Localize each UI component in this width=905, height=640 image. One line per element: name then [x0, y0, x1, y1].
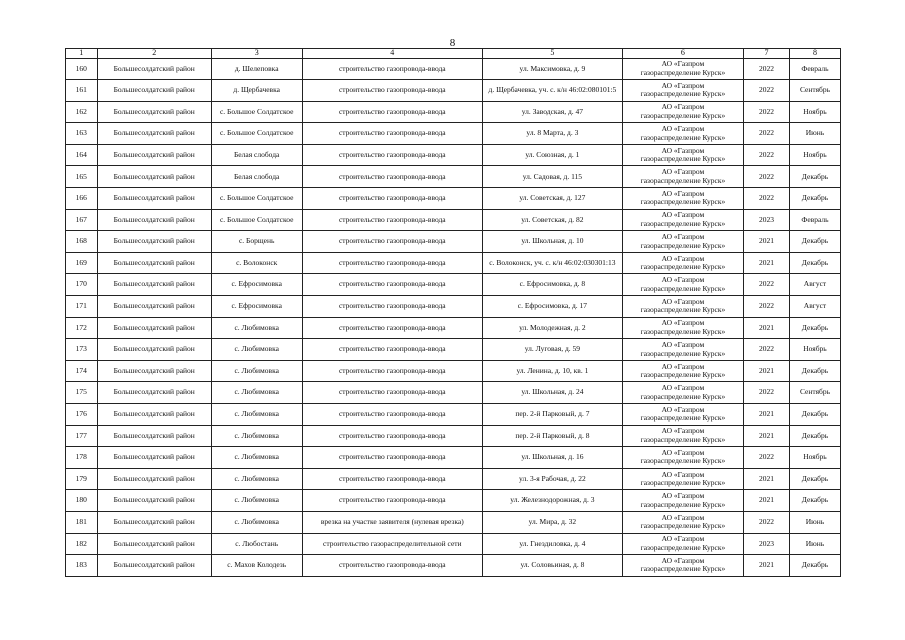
row-number: 174 — [66, 360, 98, 382]
organization-cell — [622, 80, 743, 102]
work-type-cell: врезка на участке заявителя (нулевая врезка) — [302, 511, 482, 533]
organization-line-2: газораспределение Курск» — [640, 175, 726, 185]
organization-line-2: газораспределение Курск» — [640, 197, 726, 207]
row-number: 161 — [66, 80, 98, 102]
organization-line-1: АО «Газпром — [661, 296, 705, 306]
work-type-cell: строительство газопровода-ввода — [302, 123, 482, 145]
district-cell: Большесолдатский район — [97, 58, 211, 80]
organization-line-1: АО «Газпром — [661, 383, 705, 393]
organization-line-2: газораспределение Курск» — [640, 89, 726, 99]
month-cell: Ноябрь — [789, 101, 840, 123]
organization-cell — [622, 533, 743, 555]
month-cell: Июнь — [789, 123, 840, 145]
work-type-cell: строительство газопровода-ввода — [302, 144, 482, 166]
organization-line-2: газораспределение Курск» — [640, 132, 726, 142]
district-cell: Большесолдатский район — [97, 144, 211, 166]
table-row — [66, 166, 841, 188]
year-cell: 2021 — [744, 404, 790, 426]
row-number: 177 — [66, 425, 98, 447]
header-col-8: 8 — [789, 49, 840, 59]
row-number: 168 — [66, 231, 98, 253]
row-number: 179 — [66, 468, 98, 490]
organization-line-2: газораспределение Курск» — [640, 326, 726, 336]
header-col-1: 1 — [66, 49, 98, 59]
address-cell: пер. 2-й Парковый, д. 7 — [483, 404, 623, 426]
table-row — [66, 360, 841, 382]
organization-line-1: АО «Газпром — [661, 167, 705, 177]
district-cell: Большесолдатский район — [97, 490, 211, 512]
district-cell: Большесолдатский район — [97, 533, 211, 555]
table-row — [66, 101, 841, 123]
month-cell: Февраль — [789, 209, 840, 231]
gasification-table — [65, 48, 841, 577]
address-cell: ул. 3-я Рабочая, д. 22 — [483, 468, 623, 490]
table-row — [66, 555, 841, 577]
month-cell: Декабрь — [789, 317, 840, 339]
year-cell: 2022 — [744, 382, 790, 404]
row-number: 167 — [66, 209, 98, 231]
work-type-cell: строительство газопровода-ввода — [302, 317, 482, 339]
year-cell: 2022 — [744, 296, 790, 318]
organization-line-1: АО «Газпром — [661, 404, 705, 414]
organization-line-2: газораспределение Курск» — [640, 218, 726, 228]
year-cell: 2022 — [744, 447, 790, 469]
organization-line-2: газораспределение Курск» — [640, 413, 726, 423]
row-number: 182 — [66, 533, 98, 555]
organization-line-1: АО «Газпром — [661, 512, 705, 522]
row-number: 170 — [66, 274, 98, 296]
organization-cell — [622, 166, 743, 188]
table-row — [66, 317, 841, 339]
year-cell: 2021 — [744, 252, 790, 274]
work-type-cell: строительство газопровода-ввода — [302, 188, 482, 210]
address-cell: ул. Советская, д. 127 — [483, 188, 623, 210]
year-cell: 2022 — [744, 123, 790, 145]
work-type-cell: строительство газопровода-ввода — [302, 555, 482, 577]
district-cell: Большесолдатский район — [97, 296, 211, 318]
organization-line-2: газораспределение Курск» — [640, 370, 726, 380]
table-row — [66, 296, 841, 318]
district-cell: Большесолдатский район — [97, 123, 211, 145]
district-cell: Большесолдатский район — [97, 468, 211, 490]
table-row — [66, 144, 841, 166]
organization-cell — [622, 447, 743, 469]
year-cell: 2021 — [744, 555, 790, 577]
row-number: 164 — [66, 144, 98, 166]
organization-line-2: газораспределение Курск» — [640, 391, 726, 401]
address-cell: пер. 2-й Парковый, д. 8 — [483, 425, 623, 447]
month-cell: Ноябрь — [789, 339, 840, 361]
address-cell: ул. Школьная, д. 24 — [483, 382, 623, 404]
organization-line-1: АО «Газпром — [661, 275, 705, 285]
work-type-cell: строительство газопровода-ввода — [302, 58, 482, 80]
table-row — [66, 231, 841, 253]
year-cell: 2021 — [744, 317, 790, 339]
work-type-cell: строительство газораспределительной сети — [302, 533, 482, 555]
month-cell: Август — [789, 274, 840, 296]
organization-cell — [622, 252, 743, 274]
work-type-cell: строительство газопровода-ввода — [302, 425, 482, 447]
organization-cell — [622, 360, 743, 382]
month-cell: Декабрь — [789, 188, 840, 210]
header-row — [66, 49, 841, 59]
month-cell: Июнь — [789, 511, 840, 533]
district-cell: Большесолдатский район — [97, 317, 211, 339]
organization-line-1: АО «Газпром — [661, 210, 705, 220]
work-type-cell: строительство газопровода-ввода — [302, 404, 482, 426]
organization-line-1: АО «Газпром — [661, 80, 705, 90]
address-cell: ул. Молодежная, д. 2 — [483, 317, 623, 339]
address-cell: ул. Железнодорожная, д. 3 — [483, 490, 623, 512]
organization-line-2: газораспределение Курск» — [640, 110, 726, 120]
page-number: 8 — [449, 37, 456, 49]
work-type-cell: строительство газопровода-ввода — [302, 490, 482, 512]
table-row — [66, 425, 841, 447]
work-type-cell: строительство газопровода-ввода — [302, 360, 482, 382]
table-row — [66, 533, 841, 555]
settlement-cell: с. Борщень — [211, 231, 302, 253]
address-cell: с. Ефросимовка, д. 17 — [483, 296, 623, 318]
work-type-cell: строительство газопровода-ввода — [302, 252, 482, 274]
work-type-cell: строительство газопровода-ввода — [302, 468, 482, 490]
row-number: 165 — [66, 166, 98, 188]
month-cell: Декабрь — [789, 490, 840, 512]
settlement-cell: д. Шелеповка — [211, 58, 302, 80]
address-cell: д. Щербачевка, уч. с. к/н 46:02:080101:5 — [483, 80, 623, 102]
month-cell: Декабрь — [789, 231, 840, 253]
work-type-cell: строительство газопровода-ввода — [302, 80, 482, 102]
table-row — [66, 404, 841, 426]
address-cell: ул. Школьная, д. 16 — [483, 447, 623, 469]
row-number: 176 — [66, 404, 98, 426]
table-row — [66, 490, 841, 512]
settlement-cell: с. Любимовка — [211, 404, 302, 426]
district-cell: Большесолдатский район — [97, 425, 211, 447]
table-row — [66, 339, 841, 361]
organization-cell — [622, 339, 743, 361]
organization-cell — [622, 511, 743, 533]
settlement-cell: с. Махов Колодезь — [211, 555, 302, 577]
address-cell: ул. Заводская, д. 47 — [483, 101, 623, 123]
organization-line-1: АО «Газпром — [661, 188, 705, 198]
organization-cell — [622, 317, 743, 339]
table-row — [66, 511, 841, 533]
year-cell: 2021 — [744, 231, 790, 253]
district-cell: Большесолдатский район — [97, 360, 211, 382]
year-cell: 2022 — [744, 339, 790, 361]
address-cell: ул. Максимовка, д. 9 — [483, 58, 623, 80]
district-cell: Большесолдатский район — [97, 404, 211, 426]
table-row — [66, 468, 841, 490]
district-cell: Большесолдатский район — [97, 555, 211, 577]
district-cell: Большесолдатский район — [97, 166, 211, 188]
district-cell: Большесолдатский район — [97, 188, 211, 210]
organization-line-1: АО «Газпром — [661, 124, 705, 134]
organization-cell — [622, 209, 743, 231]
organization-line-1: АО «Газпром — [661, 253, 705, 263]
month-cell: Сентябрь — [789, 80, 840, 102]
table-row — [66, 382, 841, 404]
year-cell: 2022 — [744, 188, 790, 210]
header-col-3: 3 — [211, 49, 302, 59]
work-type-cell: строительство газопровода-ввода — [302, 296, 482, 318]
district-cell: Большесолдатский район — [97, 209, 211, 231]
organization-line-2: газораспределение Курск» — [640, 67, 726, 77]
row-number: 175 — [66, 382, 98, 404]
district-cell: Большесолдатский район — [97, 511, 211, 533]
row-number: 181 — [66, 511, 98, 533]
organization-cell — [622, 188, 743, 210]
header-col-6: 6 — [622, 49, 743, 59]
settlement-cell: с. Любимовка — [211, 511, 302, 533]
organization-line-2: газораспределение Курск» — [640, 542, 726, 552]
table-body — [66, 58, 841, 576]
row-number: 183 — [66, 555, 98, 577]
address-cell: ул. 8 Марта, д. 3 — [483, 123, 623, 145]
year-cell: 2021 — [744, 425, 790, 447]
row-number: 162 — [66, 101, 98, 123]
organization-line-1: АО «Газпром — [661, 555, 705, 565]
address-cell: с. Волоконск, уч. с. к/н 46:02:030301:13 — [483, 252, 623, 274]
row-number: 178 — [66, 447, 98, 469]
address-cell: ул. Гнездиловка, д. 4 — [483, 533, 623, 555]
settlement-cell: с. Любимовка — [211, 468, 302, 490]
work-type-cell: строительство газопровода-ввода — [302, 209, 482, 231]
organization-line-1: АО «Газпром — [661, 426, 705, 436]
settlement-cell: с. Большое Солдатское — [211, 101, 302, 123]
year-cell: 2022 — [744, 144, 790, 166]
organization-line-1: АО «Газпром — [661, 102, 705, 112]
table-row — [66, 80, 841, 102]
settlement-cell: с. Большое Солдатское — [211, 123, 302, 145]
organization-cell — [622, 231, 743, 253]
settlement-cell: с. Любимовка — [211, 339, 302, 361]
settlement-cell: с. Волоконск — [211, 252, 302, 274]
row-number: 163 — [66, 123, 98, 145]
organization-line-2: газораспределение Курск» — [640, 305, 726, 315]
row-number: 171 — [66, 296, 98, 318]
organization-cell — [622, 144, 743, 166]
year-cell: 2022 — [744, 80, 790, 102]
table-row — [66, 447, 841, 469]
organization-cell — [622, 425, 743, 447]
organization-line-1: АО «Газпром — [661, 361, 705, 371]
organization-line-1: АО «Газпром — [661, 469, 705, 479]
organization-line-1: АО «Газпром — [661, 534, 705, 544]
settlement-cell: с. Любимовка — [211, 490, 302, 512]
settlement-cell: Белая слобода — [211, 166, 302, 188]
organization-cell — [622, 101, 743, 123]
organization-cell — [622, 382, 743, 404]
organization-line-2: газораспределение Курск» — [640, 478, 726, 488]
district-cell: Большесолдатский район — [97, 231, 211, 253]
table-row — [66, 209, 841, 231]
organization-cell — [622, 296, 743, 318]
district-cell: Большесолдатский район — [97, 101, 211, 123]
organization-line-2: газораспределение Курск» — [640, 434, 726, 444]
organization-line-1: АО «Газпром — [661, 232, 705, 242]
district-cell: Большесолдатский район — [97, 80, 211, 102]
settlement-cell: с. Любимовка — [211, 447, 302, 469]
organization-line-1: АО «Газпром — [661, 145, 705, 155]
work-type-cell: строительство газопровода-ввода — [302, 166, 482, 188]
address-cell: ул. Советская, д. 82 — [483, 209, 623, 231]
year-cell: 2021 — [744, 490, 790, 512]
year-cell: 2022 — [744, 101, 790, 123]
settlement-cell: д. Щербачевка — [211, 80, 302, 102]
row-number: 166 — [66, 188, 98, 210]
organization-cell — [622, 58, 743, 80]
organization-line-2: газораспределение Курск» — [640, 348, 726, 358]
month-cell: Декабрь — [789, 360, 840, 382]
address-cell: с. Ефросимовка, д. 8 — [483, 274, 623, 296]
work-type-cell: строительство газопровода-ввода — [302, 339, 482, 361]
address-cell: ул. Садовая, д. 115 — [483, 166, 623, 188]
address-cell: ул. Школьная, д. 10 — [483, 231, 623, 253]
row-number: 169 — [66, 252, 98, 274]
year-cell: 2021 — [744, 360, 790, 382]
month-cell: Декабрь — [789, 555, 840, 577]
organization-line-2: газораспределение Курск» — [640, 456, 726, 466]
organization-line-2: газораспределение Курск» — [640, 262, 726, 272]
organization-line-1: АО «Газпром — [661, 318, 705, 328]
settlement-cell: с. Любостань — [211, 533, 302, 555]
address-cell: ул. Мира, д. 32 — [483, 511, 623, 533]
header-col-7: 7 — [744, 49, 790, 59]
month-cell: Сентябрь — [789, 382, 840, 404]
organization-cell — [622, 123, 743, 145]
month-cell: Август — [789, 296, 840, 318]
year-cell: 2022 — [744, 58, 790, 80]
year-cell: 2023 — [744, 209, 790, 231]
settlement-cell: с. Любимовка — [211, 425, 302, 447]
table-row — [66, 252, 841, 274]
settlement-cell: Белая слобода — [211, 144, 302, 166]
year-cell: 2022 — [744, 166, 790, 188]
settlement-cell: с. Большое Солдатское — [211, 209, 302, 231]
organization-line-1: АО «Газпром — [661, 59, 705, 69]
row-number: 172 — [66, 317, 98, 339]
settlement-cell: с. Ефросимовка — [211, 296, 302, 318]
organization-line-1: АО «Газпром — [661, 340, 705, 350]
month-cell: Ноябрь — [789, 144, 840, 166]
organization-line-2: газораспределение Курск» — [640, 240, 726, 250]
month-cell: Ноябрь — [789, 447, 840, 469]
month-cell: Февраль — [789, 58, 840, 80]
district-cell: Большесолдатский район — [97, 274, 211, 296]
row-number: 180 — [66, 490, 98, 512]
address-cell: ул. Ленина, д. 10, кв. 1 — [483, 360, 623, 382]
organization-line-2: газораспределение Курск» — [640, 521, 726, 531]
organization-cell — [622, 274, 743, 296]
header-col-5: 5 — [483, 49, 623, 59]
address-cell: ул. Союзная, д. 1 — [483, 144, 623, 166]
month-cell: Декабрь — [789, 468, 840, 490]
organization-line-2: газораспределение Курск» — [640, 564, 726, 574]
month-cell: Декабрь — [789, 166, 840, 188]
row-number: 173 — [66, 339, 98, 361]
district-cell: Большесолдатский район — [97, 339, 211, 361]
organization-cell — [622, 404, 743, 426]
year-cell: 2023 — [744, 533, 790, 555]
organization-line-1: АО «Газпром — [661, 447, 705, 457]
district-cell: Большесолдатский район — [97, 252, 211, 274]
settlement-cell: с. Ефросимовка — [211, 274, 302, 296]
month-cell: Декабрь — [789, 252, 840, 274]
work-type-cell: строительство газопровода-ввода — [302, 274, 482, 296]
settlement-cell: с. Любимовка — [211, 360, 302, 382]
header-col-4: 4 — [302, 49, 482, 59]
work-type-cell: строительство газопровода-ввода — [302, 447, 482, 469]
work-type-cell: строительство газопровода-ввода — [302, 231, 482, 253]
table-row — [66, 123, 841, 145]
organization-line-1: АО «Газпром — [661, 491, 705, 501]
organization-cell — [622, 468, 743, 490]
month-cell: Декабрь — [789, 404, 840, 426]
settlement-cell: с. Большое Солдатское — [211, 188, 302, 210]
organization-line-2: газораспределение Курск» — [640, 154, 726, 164]
district-cell: Большесолдатский район — [97, 447, 211, 469]
work-type-cell: строительство газопровода-ввода — [302, 382, 482, 404]
year-cell: 2022 — [744, 274, 790, 296]
table-row — [66, 188, 841, 210]
address-cell: ул. Соловьиная, д. 8 — [483, 555, 623, 577]
table-row — [66, 58, 841, 80]
address-cell: ул. Луговая, д. 59 — [483, 339, 623, 361]
settlement-cell: с. Любимовка — [211, 382, 302, 404]
row-number: 160 — [66, 58, 98, 80]
organization-line-2: газораспределение Курск» — [640, 499, 726, 509]
month-cell: Декабрь — [789, 425, 840, 447]
settlement-cell: с. Любимовка — [211, 317, 302, 339]
month-cell: Июнь — [789, 533, 840, 555]
work-type-cell: строительство газопровода-ввода — [302, 101, 482, 123]
district-cell: Большесолдатский район — [97, 382, 211, 404]
organization-line-2: газораспределение Курск» — [640, 283, 726, 293]
organization-cell — [622, 555, 743, 577]
year-cell: 2022 — [744, 511, 790, 533]
header-col-2: 2 — [97, 49, 211, 59]
organization-cell — [622, 490, 743, 512]
year-cell: 2021 — [744, 468, 790, 490]
table-row — [66, 274, 841, 296]
